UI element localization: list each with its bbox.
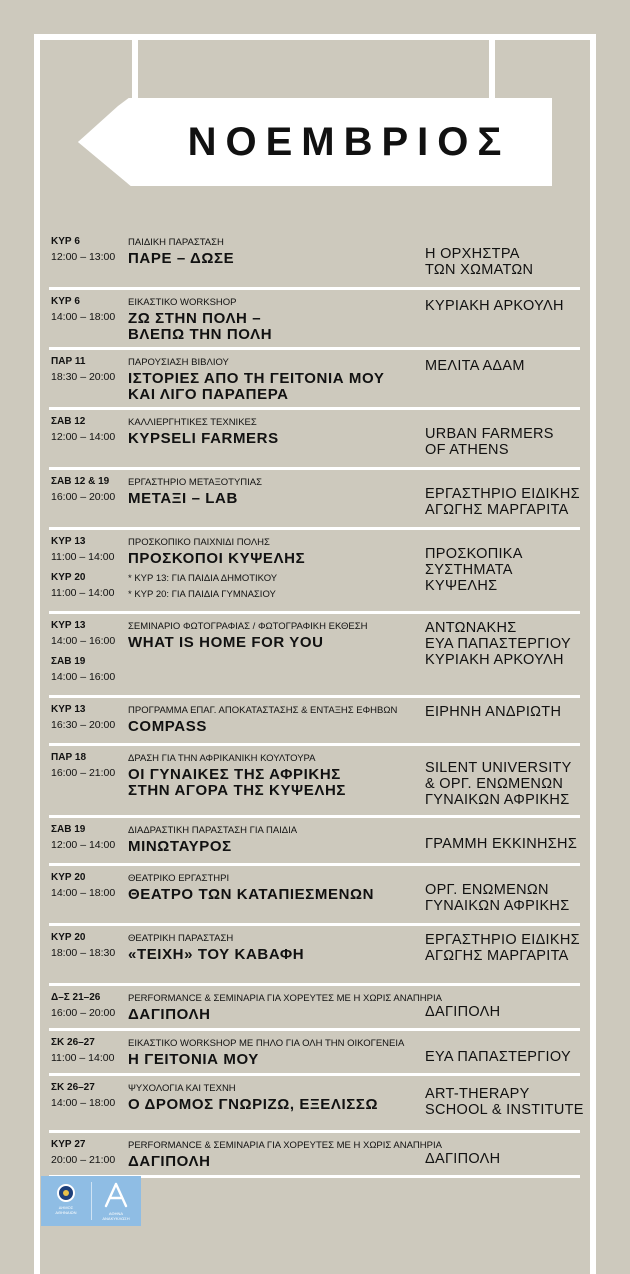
- event-body: [128, 1083, 418, 1113]
- event-time: 14:00 – 16:00: [51, 671, 116, 683]
- event-category: ΚΑΛΛΙΕΡΓΗΤΙΚΕΣ ΤΕΧΝΙΚΕΣ: [128, 417, 257, 428]
- event-category: PERFORMANCE & ΣΕΜΙΝΑΡΙΑ ΓΙΑ ΧΟΡΕΥΤΕΣ ΜΕ Η ΧΩΡΙΣ ΑΝΑΠΗΡΙΑ: [128, 1140, 442, 1151]
- event-row: [49, 1031, 580, 1076]
- event-category: ΣΕΜΙΝΑΡΙΟ ΦΩΤΟΓΡΑΦΙΑΣ / ΦΩΤΟΓΡΑΦΙΚΗ ΕΚΘΕΣΗ: [128, 621, 368, 632]
- event-category: ΠΑΡΟΥΣΙΑΣΗ ΒΙΒΛΙΟΥ: [128, 357, 229, 368]
- event-row: [49, 290, 580, 350]
- event-body: [128, 825, 418, 855]
- event-organizer: [425, 546, 585, 594]
- organizer-line: ΔΑΓΙΠΟΛΗ: [425, 1004, 501, 1020]
- organizer-line: ΔΑΓΙΠΟΛΗ: [425, 1151, 501, 1167]
- event-time: 14:00 – 18:00: [51, 887, 116, 899]
- organizer-line: ΓΥΝΑΙΚΩΝ ΑΦΡΙΚΗΣ: [425, 898, 570, 914]
- event-category: ΔΙΑΔΡΑΣΤΙΚΗ ΠΑΡΑΣΤΑΣΗ ΓΙΑ ΠΑΙΔΙΑ: [128, 825, 298, 836]
- logo-right-caption: ΑΘΗΝΑ ΑΝΑΚΥΚΛΩΣΗ: [102, 1211, 130, 1221]
- event-category: ΠΡΟΣΚΟΠΙΚΟ ΠΑΙΧΝΙΔΙ ΠΟΛΗΣ: [128, 537, 270, 548]
- event-dates: [51, 356, 129, 384]
- event-time: 16:00 – 20:00: [51, 1007, 116, 1019]
- event-time: 11:00 – 14:00: [51, 587, 115, 599]
- event-time: 11:00 – 14:00: [51, 1052, 115, 1064]
- event-date-group: [51, 476, 129, 504]
- event-date-group: [51, 1139, 129, 1167]
- event-day: Δ–Σ 21–26: [51, 992, 101, 1003]
- organizer-line: ΓΡΑΜΜΗ ΕΚΚΙΝΗΣΗΣ: [425, 836, 578, 852]
- organizer-line: ΕΙΡΗΝΗ ΑΝΔΡΙΩΤΗ: [425, 704, 562, 720]
- event-organizer: [425, 298, 585, 314]
- organizer-line: Η ΟΡΧΗΣΤΡΑ: [425, 246, 520, 262]
- event-organizer: [425, 760, 585, 808]
- event-organizer: [425, 1004, 585, 1020]
- event-date-group: [51, 1037, 129, 1065]
- event-day: ΣΚ 26–27: [51, 1082, 95, 1093]
- event-body: [128, 537, 418, 603]
- event-body: [128, 1140, 442, 1170]
- event-title-line: ΠΡΟΣΚΟΠΟΙ ΚΥΨΕΛΗΣ: [128, 550, 306, 567]
- event-dates: [51, 476, 129, 504]
- event-day: ΚΥΡ 13: [51, 704, 86, 715]
- event-category: ΕΙΚΑΣΤΙΚΟ WORKSHOP: [128, 297, 237, 308]
- organizer-line: ART-THERAPY: [425, 1086, 530, 1102]
- event-title-line: ΚΑΙ ΛΙΓΟ ΠΑΡΑΠΕΡΑ: [128, 386, 289, 403]
- event-title-line: ΙΣΤΟΡΙΕΣ ΑΠΟ ΤΗ ΓΕΙΤΟΝΙΑ ΜΟΥ: [128, 370, 385, 387]
- organizer-line: ΕΡΓΑΣΤΗΡΙΟ ΕΙΔΙΚΗΣ: [425, 486, 580, 502]
- organizer-line: ΕΥΑ ΠΑΠΑΣΤΕΡΓΙΟΥ: [425, 636, 571, 652]
- event-time: 16:30 – 20:00: [51, 719, 116, 731]
- event-date-group: [51, 572, 129, 600]
- triangle-a-icon: [104, 1182, 128, 1208]
- event-row: [49, 986, 580, 1031]
- event-body: [128, 237, 418, 267]
- event-title-line: ΔΑΓΙΠΟΛΗ: [128, 1006, 211, 1023]
- event-title-line: ΜΙΝΩΤΑΥΡΟΣ: [128, 838, 232, 855]
- event-organizer: [425, 932, 585, 964]
- logo-divider: [91, 1182, 92, 1220]
- organizer-line: ΕΡΓΑΣΤΗΡΙΟ ΕΙΔΙΚΗΣ: [425, 932, 580, 948]
- event-row: [49, 746, 580, 818]
- organizer-line: ΟΡΓ. ΕΝΩΜΕΝΩΝ: [425, 882, 549, 898]
- event-time: 11:00 – 14:00: [51, 551, 115, 563]
- event-title-line: ΔΑΓΙΠΟΛΗ: [128, 1153, 211, 1170]
- event-day: ΚΥΡ 6: [51, 236, 80, 247]
- organizer-line: ΓΥΝΑΙΚΩΝ ΑΦΡΙΚΗΣ: [425, 792, 570, 808]
- event-body: [128, 417, 418, 447]
- event-row: [49, 614, 580, 698]
- event-title-line: KYPSELI FARMERS: [128, 430, 279, 447]
- month-banner: [78, 98, 552, 186]
- event-day: ΚΥΡ 27: [51, 1139, 86, 1150]
- frame-post-right: [489, 40, 495, 102]
- event-title-line: WHAT IS HOME FOR YOU: [128, 634, 324, 651]
- event-title-line: ΣΤΗΝ ΑΓΟΡΑ ΤΗΣ ΚΥΨΕΛΗΣ: [128, 782, 347, 799]
- event-dates: [51, 872, 129, 900]
- seal-icon: [57, 1184, 75, 1202]
- event-row: [49, 350, 580, 410]
- event-date-group: [51, 536, 129, 564]
- logo-panel: [41, 1176, 141, 1226]
- event-date-group: [51, 704, 129, 732]
- organizer-line: ΑΓΩΓΗΣ ΜΑΡΓΑΡΙΤΑ: [425, 502, 569, 518]
- event-time: 14:00 – 16:00: [51, 635, 116, 647]
- event-row: [49, 410, 580, 470]
- event-body: [128, 753, 418, 799]
- event-category: ΕΙΚΑΣΤΙΚΟ WORKSHOP ΜΕ ΠΗΛΟ ΓΙΑ ΟΛΗ ΤΗΝ ΟΙΚΟΓΕΝΕΙΑ: [128, 1038, 405, 1049]
- event-day: ΚΥΡ 13: [51, 620, 86, 631]
- event-organizer: [425, 704, 585, 720]
- event-body: [128, 1038, 418, 1068]
- event-body: [128, 705, 418, 735]
- event-date-group: [51, 824, 129, 852]
- event-time: 14:00 – 18:00: [51, 1097, 116, 1109]
- event-title-line: «ΤΕΙΧΗ» ΤΟΥ ΚΑΒΑΦΗ: [128, 946, 305, 963]
- event-organizer: [425, 486, 585, 518]
- event-time: 16:00 – 20:00: [51, 491, 116, 503]
- event-dates: [51, 932, 129, 960]
- event-day: ΣΑΒ 12 & 19: [51, 476, 110, 487]
- event-category: ΕΡΓΑΣΤΗΡΙΟ ΜΕΤΑΞΟΤΥΠΙΑΣ: [128, 477, 263, 488]
- event-dates: [51, 704, 129, 732]
- frame-post-left: [132, 40, 138, 102]
- event-date-group: [51, 356, 129, 384]
- event-body: [128, 297, 418, 343]
- event-day: ΚΥΡ 6: [51, 296, 80, 307]
- event-note: * ΚΥΡ 13: ΓΙΑ ΠΑΙΔΙΑ ΔΗΜΟΤΙΚΟΥ: [128, 573, 278, 584]
- event-body: [128, 357, 418, 403]
- organizer-line: ΚΥΡΙΑΚΗ ΑΡΚΟΥΛΗ: [425, 652, 564, 668]
- event-date-group: [51, 872, 129, 900]
- event-day: ΣΑΒ 19: [51, 824, 86, 835]
- event-dates: [51, 296, 129, 324]
- month-title: ΝΟΕΜΒΡΙΟΣ: [187, 120, 511, 164]
- event-date-group: [51, 752, 129, 780]
- event-time: 16:00 – 21:00: [51, 767, 116, 779]
- event-organizer: [425, 426, 585, 458]
- athens-logo: [97, 1182, 135, 1221]
- event-category: ΔΡΑΣΗ ΓΙΑ ΤΗΝ ΑΦΡΙΚΑΝΙΚΗ ΚΟΥΛΤΟΥΡΑ: [128, 753, 316, 764]
- event-note: * ΚΥΡ 20: ΓΙΑ ΠΑΙΔΙΑ ΓΥΜΝΑΣΙΟΥ: [128, 589, 276, 600]
- event-organizer: [425, 620, 585, 668]
- city-seal-logo: [49, 1184, 83, 1215]
- event-category: ΘΕΑΤΡΙΚΟ ΕΡΓΑΣΤΗΡΙ: [128, 873, 230, 884]
- event-body: [128, 933, 418, 963]
- event-dates: [51, 1037, 129, 1065]
- event-day: ΠΑΡ 18: [51, 752, 87, 763]
- event-time: 18:00 – 18:30: [51, 947, 116, 959]
- event-title-line: ΟΙ ΓΥΝΑΙΚΕΣ ΤΗΣ ΑΦΡΙΚΗΣ: [128, 766, 341, 783]
- organizer-line: ΚΥΨΕΛΗΣ: [425, 578, 498, 594]
- organizer-line: SCHOOL & INSTITUTE: [425, 1102, 584, 1118]
- event-dates: [51, 236, 129, 264]
- event-title-line: ΜΕΤΑΞΙ – LAB: [128, 490, 238, 507]
- event-date-group: [51, 1082, 129, 1110]
- event-body: [128, 993, 442, 1023]
- event-time: 14:00 – 18:00: [51, 311, 116, 323]
- event-date-group: [51, 296, 129, 324]
- organizer-line: ΣΥΣΤΗΜΑΤΑ: [425, 562, 513, 578]
- event-date-group: [51, 416, 129, 444]
- event-dates: [51, 824, 129, 852]
- event-body: [128, 873, 418, 903]
- event-day: ΚΥΡ 20: [51, 872, 86, 883]
- event-title-line: COMPASS: [128, 718, 207, 735]
- event-dates: [51, 536, 129, 600]
- logo-left-caption: ΔΗΜΟΣ ΑΘΗΝΑΙΩΝ: [55, 1205, 77, 1215]
- event-category: ΠΡΟΓΡΑΜΜΑ ΕΠΑΓ. ΑΠΟΚΑΤΑΣΤΑΣΗΣ & ΕΝΤΑΞΗΣ ΕΦΗΒΩΝ: [128, 705, 398, 716]
- event-organizer: [425, 1086, 585, 1118]
- event-day: ΣΑΒ 19: [51, 656, 86, 667]
- event-time: 12:00 – 14:00: [51, 839, 116, 851]
- event-time: 12:00 – 13:00: [51, 251, 116, 263]
- event-row: [49, 470, 580, 530]
- event-day: ΚΥΡ 20: [51, 932, 86, 943]
- event-organizer: [425, 246, 585, 278]
- event-date-group: [51, 236, 129, 264]
- event-title-line: ΠΑΡΕ – ΔΩΣΕ: [128, 250, 235, 267]
- event-category: ΨΥΧΟΛΟΓΙΑ ΚΑΙ ΤΕΧΝΗ: [128, 1083, 236, 1094]
- event-row: [49, 530, 580, 614]
- event-day: ΚΥΡ 20: [51, 572, 86, 583]
- event-title-line: ΖΩ ΣΤΗΝ ΠΟΛΗ –: [128, 310, 262, 327]
- organizer-line: ΤΩΝ ΧΩΜΑΤΩΝ: [425, 262, 534, 278]
- organizer-line: ΕΥΑ ΠΑΠΑΣΤΕΡΓΙΟΥ: [425, 1049, 571, 1065]
- event-body: [128, 477, 418, 507]
- event-organizer: [425, 882, 585, 914]
- event-dates: [51, 752, 129, 780]
- event-title-line: Η ΓΕΙΤΟΝΙΑ ΜΟΥ: [128, 1051, 259, 1068]
- event-title-line: ΒΛΕΠΩ ΤΗΝ ΠΟΛΗ: [128, 326, 273, 343]
- event-day: ΣΑΒ 12: [51, 416, 86, 427]
- event-dates: [51, 620, 129, 684]
- organizer-line: ΠΡΟΣΚΟΠΙΚΑ: [425, 546, 523, 562]
- event-organizer: [425, 1151, 585, 1167]
- event-date-group: [51, 620, 129, 648]
- event-date-group: [51, 932, 129, 960]
- event-dates: [51, 992, 129, 1020]
- event-row: [49, 230, 580, 290]
- event-row: [49, 926, 580, 986]
- event-dates: [51, 1139, 129, 1167]
- organizer-line: URBAN FARMERS: [425, 426, 554, 442]
- event-row: [49, 818, 580, 866]
- event-notes: [128, 571, 418, 603]
- organizer-line: OF ATHENS: [425, 442, 509, 458]
- event-title-line: ΘΕΑΤΡΟ ΤΩΝ ΚΑΤΑΠΙΕΣΜΕΝΩΝ: [128, 886, 375, 903]
- event-time: 18:30 – 20:00: [51, 371, 116, 383]
- event-row: [49, 698, 580, 746]
- organizer-line: & ΟΡΓ. ΕΝΩΜΕΝΩΝ: [425, 776, 564, 792]
- organizer-line: ΜΕΛΙΤΑ ΑΔΑΜ: [425, 358, 525, 374]
- organizer-line: SILENT UNIVERSITY: [425, 760, 572, 776]
- event-category: ΠΑΙΔΙΚΗ ΠΑΡΑΣΤΑΣΗ: [128, 237, 224, 248]
- event-day: ΚΥΡ 13: [51, 536, 86, 547]
- event-organizer: [425, 1049, 585, 1065]
- event-date-group: [51, 656, 129, 684]
- event-title-line: Ο ΔΡΟΜΟΣ ΓΝΩΡΙΖΩ, ΕΞΕΛΙΣΣΩ: [128, 1096, 379, 1113]
- event-row: [49, 1076, 584, 1133]
- event-organizer: [425, 358, 585, 374]
- event-organizer: [425, 836, 585, 852]
- event-dates: [51, 416, 129, 444]
- event-category: PERFORMANCE & ΣΕΜΙΝΑΡΙΑ ΓΙΑ ΧΟΡΕΥΤΕΣ ΜΕ Η ΧΩΡΙΣ ΑΝΑΠΗΡΙΑ: [128, 993, 442, 1004]
- event-time: 20:00 – 21:00: [51, 1154, 116, 1166]
- event-day: ΠΑΡ 11: [51, 356, 86, 367]
- event-list: [49, 230, 584, 1178]
- event-row: [49, 866, 580, 926]
- event-category: ΘΕΑΤΡΙΚΗ ΠΑΡΑΣΤΑΣΗ: [128, 933, 234, 944]
- event-date-group: [51, 992, 129, 1020]
- event-body: [128, 621, 418, 651]
- event-time: 12:00 – 14:00: [51, 431, 116, 443]
- organizer-line: ΚΥΡΙΑΚΗ ΑΡΚΟΥΛΗ: [425, 298, 564, 314]
- event-row: [49, 1133, 580, 1178]
- event-day: ΣΚ 26–27: [51, 1037, 95, 1048]
- organizer-line: ΑΝΤΩΝΑΚΗΣ: [425, 620, 517, 636]
- organizer-line: ΑΓΩΓΗΣ ΜΑΡΓΑΡΙΤΑ: [425, 948, 569, 964]
- event-dates: [51, 1082, 129, 1110]
